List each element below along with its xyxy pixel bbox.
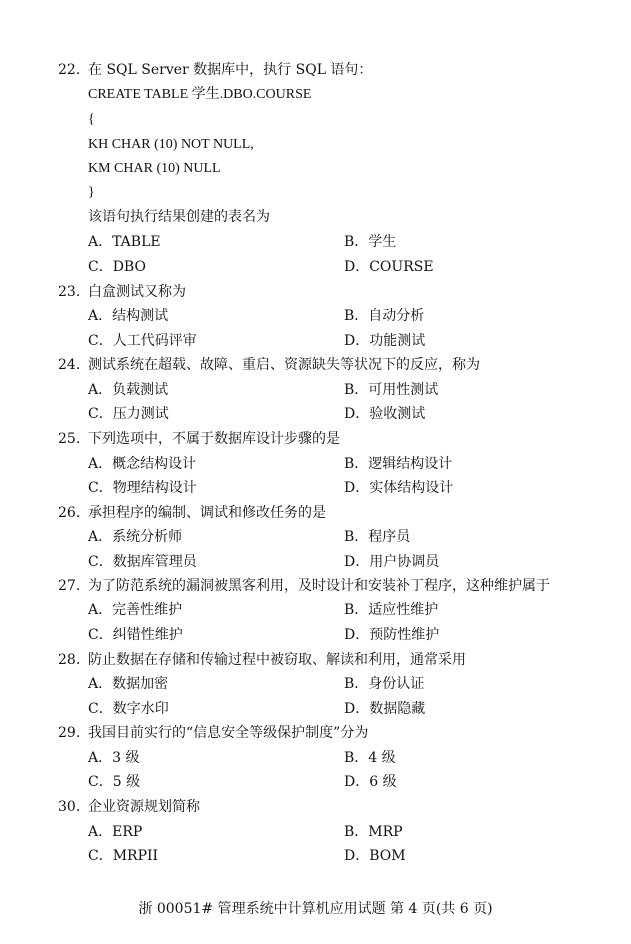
option-a: A．完善性维护 — [88, 602, 183, 618]
question-text: 企业资源规划简称 — [88, 799, 200, 815]
question-number: 26. — [58, 505, 81, 521]
option-d: D．COURSE — [344, 259, 434, 275]
option-d: D．数据隐藏 — [344, 701, 426, 717]
option-d: D．预防性维护 — [344, 627, 440, 643]
code-line: CREATE TABLE 学生.DBO.COURSE — [88, 87, 312, 102]
option-c: C．物理结构设计 — [88, 480, 197, 496]
code-line: KM CHAR (10) NULL — [88, 161, 221, 176]
question-number: 25. — [58, 431, 81, 447]
option-b: B．4 级 — [344, 750, 396, 766]
option-c: C．纠错性维护 — [88, 627, 183, 643]
question-number: 30. — [58, 799, 81, 815]
option-c: C．人工代码评审 — [88, 333, 197, 349]
option-d: D．6 级 — [344, 774, 397, 790]
code-line: KH CHAR (10) NOT NULL, — [88, 137, 254, 152]
question-number: 24. — [58, 357, 81, 373]
option-c: C．5 级 — [88, 774, 141, 790]
question-text: 防止数据在存储和传输过程中被窃取、解读和利用，通常采用 — [88, 652, 466, 668]
option-c: C．MRPII — [88, 848, 159, 864]
option-a: A．数据加密 — [88, 676, 169, 692]
option-a: A．概念结构设计 — [88, 456, 197, 472]
question-number: 29. — [58, 725, 81, 741]
option-a: A．ERP — [88, 824, 143, 840]
option-a: A．负载测试 — [88, 382, 169, 398]
option-b: B．学生 — [344, 234, 397, 250]
option-a: A．系统分析师 — [88, 529, 183, 545]
option-b: B．适应性维护 — [344, 602, 439, 618]
option-b: B．程序员 — [344, 529, 411, 545]
option-d: D．功能测试 — [344, 333, 426, 349]
option-b: B．可用性测试 — [344, 382, 439, 398]
question-number: 27. — [58, 578, 81, 594]
option-b: B．MRP — [344, 824, 403, 840]
question-number: 23. — [58, 284, 81, 300]
option-a: A．3 级 — [88, 750, 140, 766]
code-line: { — [88, 112, 95, 127]
option-d: D．用户协调员 — [344, 554, 440, 570]
option-a: A．结构测试 — [88, 308, 169, 324]
question-text: 承担程序的编制、调试和修改任务的是 — [88, 505, 326, 521]
option-c: C．数据库管理员 — [88, 554, 197, 570]
option-c: C．DBO — [88, 259, 146, 275]
option-d: D．实体结构设计 — [344, 480, 454, 496]
option-d: D．验收测试 — [344, 406, 426, 422]
question-text: 我国目前实行的“信息安全等级保护制度”分为 — [88, 725, 369, 741]
question-number: 22. — [58, 62, 81, 78]
option-b: B．身份认证 — [344, 676, 425, 692]
option-c: C．压力测试 — [88, 406, 169, 422]
question-text: 在 SQL Server 数据库中，执行 SQL 语句： — [88, 62, 373, 78]
question-text: 为了防范系统的漏洞被黑客利用，及时设计和安装补丁程序，这种维护属于 — [88, 578, 550, 594]
code-line: } — [88, 185, 95, 200]
question-text: 测试系统在超载、故障、重启、资源缺失等状况下的反应，称为 — [88, 357, 480, 373]
question-followup: 该语句执行结果创建的表名为 — [88, 209, 270, 225]
question-number: 28. — [58, 652, 81, 668]
question-text: 下列选项中，不属于数据库设计步骤的是 — [88, 431, 340, 447]
option-a: A．TABLE — [88, 234, 161, 250]
page-footer: 浙 00051# 管理系统中计算机应用试题 第 4 页(共 6 页) — [138, 901, 493, 917]
option-c: C．数字水印 — [88, 701, 169, 717]
option-b: B．逻辑结构设计 — [344, 456, 453, 472]
option-b: B．自动分析 — [344, 308, 425, 324]
question-text: 白盒测试又称为 — [88, 284, 186, 300]
option-d: D．BOM — [344, 848, 406, 864]
